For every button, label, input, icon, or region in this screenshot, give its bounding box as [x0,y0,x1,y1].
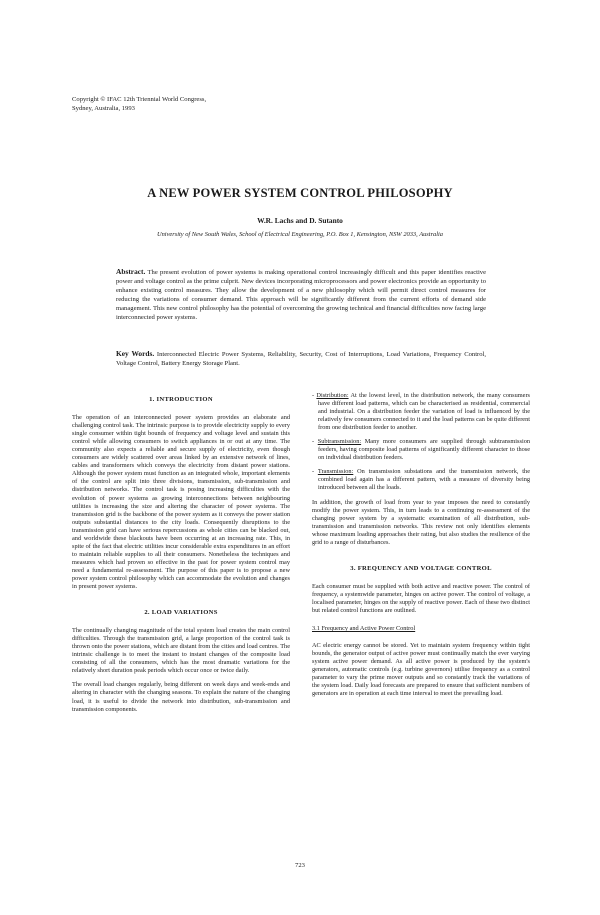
page-number: 723 [295,862,305,869]
frequency-active-power-paragraph: AC electric energy cannot be stored. Yet to maintain system frequency within tight bounds, the generator output of active power must continually match the ever varying system active power demand. As all active power is produced by the system's generators, automatic controls (e.g. turbine governors) utilise frequency as a control parameter to vary the prime mover outputs and so constantly track the variations of the system load. Daily load forecasts are prepared to ensure that sufficient numbers of generators are in operation at each time interval to meet the prevailing load. [312,642,530,698]
copyright-notice [72,96,206,113]
paper-authors: W.R. Lachs and D. Sutanto [257,216,343,225]
frequency-voltage-paragraph: Each consumer must be supplied with both active and reactive power. The control of frequency, a systemwide parameter, hinges on active power. The control of voltage, a localised parameter, hinges on the supply of reactive power. Each of these two distinct but related control functions are outlined. [312,582,530,614]
bullet-distribution-text: At the lowest level, in the distribution network, the many consumers have different load patterns, which can be characterised as residential, commercial and industrial. On a distribution feeder the variation of load is influenced by the relatively few consumers connected to it and the load patterns can be quite different from one distribution feeder to another. [318,392,531,432]
introduction-paragraph: The operation of an interconnected power system provides an elaborate and challenging control task. The intrinsic purpose is to provide electricity supply to every single consumer within tight bounds of frequency and voltage level and sustain this control while allowing consumers to switch appliances in or out at any time. The community also expects a reliable and secure supply of electricity, even though consumers are widely scattered over areas linked by an extensive network of lines, cables and transformers which conveys the electricity from distant power stations. Although the power system must function as an integrated whole, important elements of the control are split into three divisions, transmission, sub-transmission and distribution networks. The control task is posing increasing difficulties with the evolution of power systems as growing interconnections between neighbouring utilities is increasing the size and altering the character of power systems. The transmission grid is the backbone of the power system as it conveys the power station outputs substantial distances to the city loads. Consequently disruptions to the transmission grid can have serious repercussions as whole cities can be blacked out, and worldwide these blackouts have been occurring at an increasing rate. This, in spite of the fact that electric utilities incur considerable extra expenditures in an effort to maintain reliable supplies to all their consumers. Nonetheless the techniques and measures which had proven so effective in the past for power system control may need a fundamental re-assessment. The purpose of this paper is to propose a new power system control philosophy which can accommodate the evolution and changes in present power systems. [72,414,290,591]
section-heading-introduction: 1. INTRODUCTION [149,396,213,403]
load-variations-paragraph-2: The overall load changes regularly, being different on week days and week-ends and altering in character with the changing seasons. To explain the nature of the changing load, it is useful to divide the network into distribution, sub-transmission and transmission components. [72,681,290,713]
copyright-line-2: Sydney, Australia, 1993 [72,104,135,112]
left-column [72,392,290,714]
section-heading-load-variations: 2. LOAD VARIATIONS [144,609,218,617]
keywords [116,350,486,369]
bullet-subtransmission: - Subtransmission: Many more consumers are supplied through subtransmission feeders, having composite load patterns of significantly different character to those on individual distribution feeders. [312,438,531,462]
paper-title: A NEW POWER SYSTEM CONTROL PHILOSOPHY [147,186,453,200]
bullet-subtransmission-text: Many more consumers are supplied through subtransmission feeders, having composite load patterns of significantly different character to those on individual distribution feeders. [318,438,531,462]
bullet-transmission-label: Transmission: [317,468,354,476]
right-column [312,392,530,698]
author-affiliation: University of New South Wales, School of Electrical Engineering, P.O. Box 1, Kensington, NSW 2033, Australia [156,231,444,238]
copyright-line-1: Copyright © IFAC 12th Triennial World Congress, [72,96,207,103]
load-variations-paragraph-1: The continually changing magnitude of the total system load creates the main control difficulties. Through the transmission grid, a large proportion of the control task is thrown onto the power stations, which are distant from the cities and load centres. The intrinsic challenge is to meet the instant to instant changes of the composite load consisting of all the consumers, which has the most dramatic variations for the relatively short duration peak periods which occur once or twice daily. [72,627,290,675]
bullet-transmission-text: On transmission substations and the transmission network, the combined load again has a different pattern, with a measure of diversity being introduced between all the loads. [318,468,530,492]
bullet-distribution: - Distribution: At the lowest level, in the distribution network, the many consumers have different load patterns, which can be characterised as residential, commercial and industrial. On a distribution feeder the variation of load is influenced by the relatively few consumers connected to it and the load patterns can be quite different from one distribution feeder to another. [312,392,531,432]
load-variations-paragraph-3: In addition, the growth of load from year to year imposes the need to constantly modify the power system. This, in turn leads to a continuing re-assessment of the changing power system by a systematic examination of all distribution, sub-transmission and transmission networks. This review not only identifies elements whose maximum loading approaches their rating, but also studies the resilience of the grid to a range of disturbances. [312,498,530,546]
keywords-text: Interconnected Electric Power Systems, Reliability, Security, Cost of Interruptions, Load Variations, Frequency Control, Voltage Control, Battery Energy Storage Plant. [116,351,486,367]
bullet-distribution-label: Distribution: [316,392,349,399]
bullet-transmission: - Transmission: On transmission substations and the transmission network, the combined load again has a different pattern, with a measure of diversity being introduced between all the loads. [312,468,530,492]
section-heading-frequency-voltage: 3. FREQUENCY AND VOLTAGE CONTROL [350,564,492,572]
bullet-subtransmission-label: Subtransmission: [317,438,362,446]
abstract-text: The present evolution of power systems is making operational control increasingly difficult and this paper identifies reactive power and voltage control as the prime culprit. New devices incorporating microprocessors and power electronics provide an opportunity to enhance existing control measures. They allow the development of a new philosophy which will permit direct control measures for reducing the variations of consumer demand. This approach will be significantly different from the current efforts of demand side management. This new control philosophy has the potential of overcoming the growing technical and financial difficulties now facing large interconnected power systems. [116,269,487,321]
abstract-label: Abstract. [116,267,146,276]
abstract [116,268,486,322]
subsection-heading-frequency-active-power: 3.1 Frequency and Active Power Control [312,625,416,633]
keywords-label: Key Words. [116,349,155,358]
